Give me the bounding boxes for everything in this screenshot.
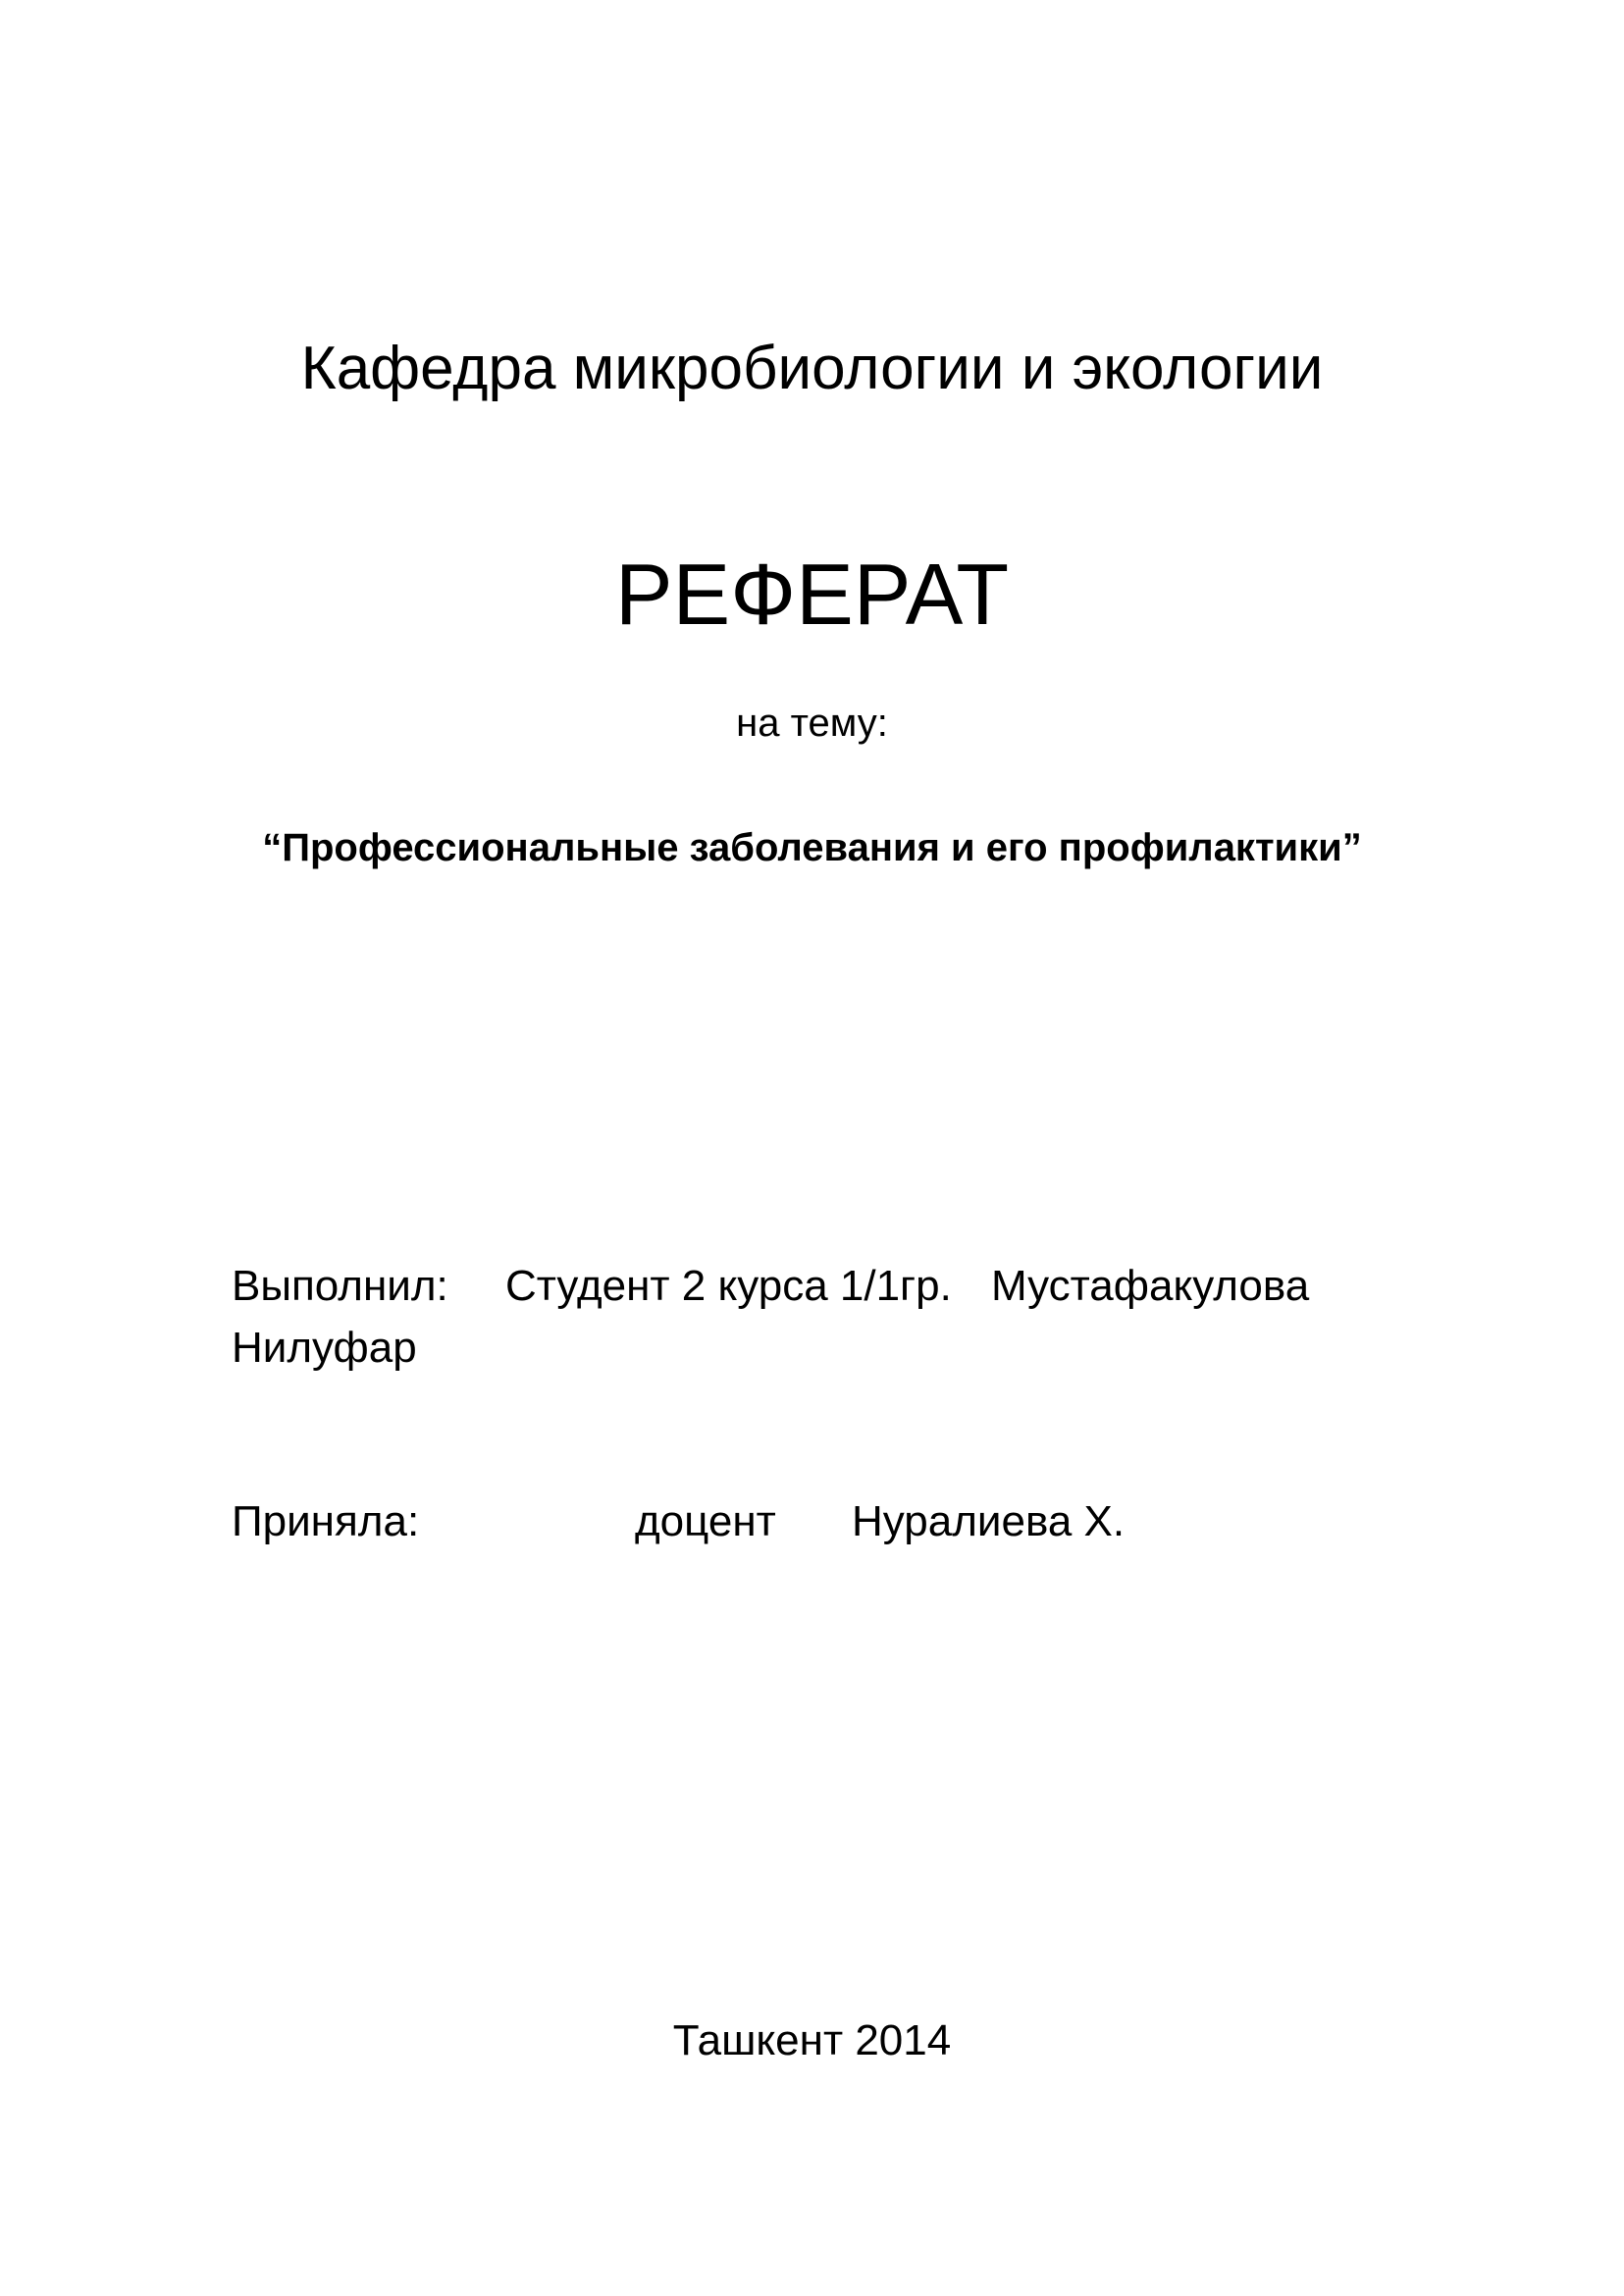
accepted-by-label: Приняла: xyxy=(232,1497,420,1545)
department-heading: Кафедра микробиологии и экологии xyxy=(300,335,1324,402)
performed-by-given-name: Нилуфар xyxy=(232,1324,417,1372)
accepted-by-title: доцент xyxy=(635,1497,776,1545)
city-year: Ташкент 2014 xyxy=(672,2016,952,2064)
performed-by-surname: Мустафакулова xyxy=(991,1262,1310,1310)
performed-by-label: Выполнил: xyxy=(232,1262,448,1310)
performed-by-position: Студент 2 курса 1/1гр. xyxy=(505,1262,952,1310)
subject-lead-text: на тему: xyxy=(736,702,888,745)
topic-title: “Профессиональные заболевания и его профилактики” xyxy=(262,826,1362,869)
document-type-title: РЕФЕРАТ xyxy=(614,546,1010,643)
accepted-by-name: Нуралиева Х. xyxy=(852,1497,1126,1545)
